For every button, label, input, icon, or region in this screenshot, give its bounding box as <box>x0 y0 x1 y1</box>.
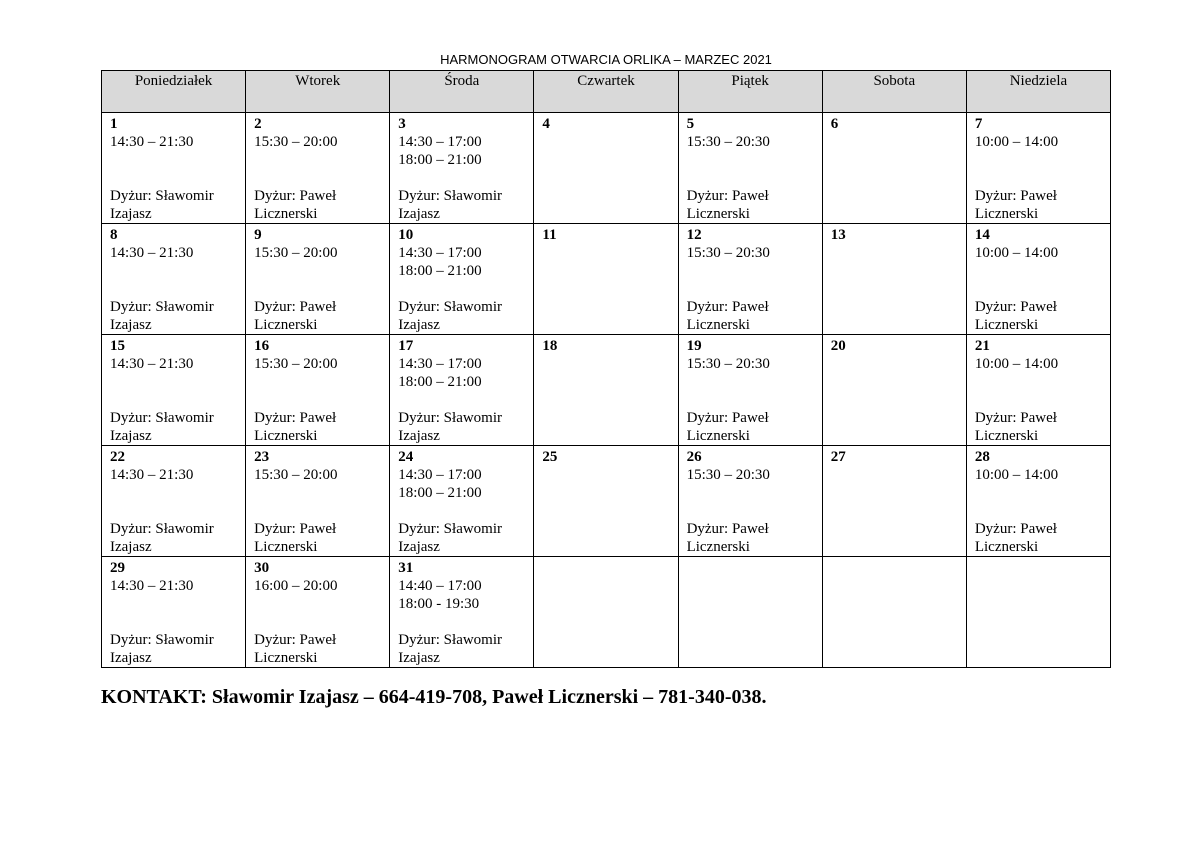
day-cell <box>102 335 246 446</box>
duty-line: Licznerski <box>254 206 318 222</box>
opening-hours <box>110 244 245 280</box>
day-cell-content <box>967 335 1110 445</box>
day-cell-content <box>390 113 533 223</box>
hours-line: 14:30 – 21:30 <box>110 578 194 594</box>
spacer <box>975 280 1110 298</box>
duty-line: Licznerski <box>254 428 318 444</box>
duty-line: Izajasz <box>110 428 152 444</box>
spacer <box>110 169 245 187</box>
day-number: 10 <box>398 227 414 243</box>
day-cell <box>102 557 246 668</box>
spacer <box>975 391 1110 409</box>
day-cell <box>246 224 390 335</box>
day-cell-content <box>823 446 966 466</box>
day-cell-content <box>246 335 389 445</box>
duty-line: Izajasz <box>398 650 440 666</box>
spacer <box>687 169 822 187</box>
duty-line: Izajasz <box>398 317 440 333</box>
spacer <box>254 502 389 520</box>
day-cell <box>822 224 966 335</box>
day-cell <box>534 557 678 668</box>
day-cell-content <box>102 557 245 667</box>
hours-line: 15:30 – 20:00 <box>254 134 338 150</box>
duty-line: Licznerski <box>254 539 318 555</box>
day-cell <box>822 557 966 668</box>
opening-hours <box>110 133 245 169</box>
spacer <box>975 502 1110 520</box>
day-cell-content <box>823 224 966 244</box>
duty-line: Dyżur: Paweł <box>254 632 337 648</box>
spacer <box>254 280 389 298</box>
spacer <box>398 280 533 298</box>
day-cell <box>678 446 822 557</box>
opening-hours <box>254 244 389 280</box>
duty-line: Licznerski <box>686 317 750 333</box>
week-row <box>102 557 1111 668</box>
opening-hours <box>110 355 245 391</box>
day-cell-content <box>534 224 677 244</box>
duty-line: Dyżur: Sławomir <box>110 299 214 315</box>
spacer <box>398 613 533 631</box>
day-cell <box>534 446 678 557</box>
day-number: 9 <box>254 227 262 243</box>
opening-hours <box>975 466 1110 502</box>
spacer <box>110 502 245 520</box>
duty-line: Licznerski <box>686 428 750 444</box>
duty-line: Licznerski <box>974 428 1039 444</box>
day-cell <box>966 224 1110 335</box>
duty-line: Licznerski <box>974 317 1039 333</box>
day-cell <box>678 335 822 446</box>
week-row <box>102 446 1111 557</box>
day-cell-content <box>967 113 1110 223</box>
day-number: 25 <box>542 449 558 465</box>
spacer <box>398 169 533 187</box>
opening-hours <box>975 133 1110 169</box>
day-cell <box>390 557 534 668</box>
day-number: 17 <box>398 338 414 354</box>
day-cell <box>822 446 966 557</box>
spacer <box>687 280 822 298</box>
schedule-table <box>101 70 1111 668</box>
spacer <box>687 391 822 409</box>
day-cell-content <box>534 335 677 355</box>
day-number: 22 <box>110 449 125 465</box>
day-cell <box>678 557 822 668</box>
day-cell <box>390 113 534 224</box>
duty-line: Dyżur: Sławomir <box>398 521 503 537</box>
spacer <box>687 502 822 520</box>
day-number: 8 <box>110 227 118 243</box>
day-cell-content <box>102 446 245 556</box>
opening-hours <box>254 355 389 391</box>
day-cell-content <box>967 224 1110 334</box>
day-cell <box>246 335 390 446</box>
spacer <box>254 391 389 409</box>
spacer <box>254 169 389 187</box>
hours-line: 15:30 – 20:30 <box>686 245 770 261</box>
day-number: 23 <box>254 449 270 465</box>
day-number: 15 <box>110 338 125 354</box>
opening-hours <box>398 133 533 169</box>
duty-line: Dyżur: Paweł <box>686 521 769 537</box>
day-cell-content <box>390 446 533 556</box>
day-number: 18 <box>542 338 558 354</box>
duty-line: Licznerski <box>686 539 750 555</box>
hours-line: 14:30 – 17:00 <box>398 356 482 372</box>
day-number: 4 <box>542 116 550 132</box>
duty-line: Dyżur: Sławomir <box>398 188 503 204</box>
duty-line: Licznerski <box>974 539 1039 555</box>
day-number: 12 <box>686 227 702 243</box>
day-cell <box>534 335 678 446</box>
hours-line: 14:30 – 21:30 <box>110 356 194 372</box>
header-monday: Poniedziałek <box>102 71 246 113</box>
day-cell <box>966 113 1110 224</box>
duty-line: Licznerski <box>974 206 1039 222</box>
opening-hours <box>398 466 533 502</box>
contact-info: KONTAKT: Sławomir Izajasz – 664-419-708, Paweł Licznerski – 781-340-038. <box>101 686 767 708</box>
day-cell <box>246 446 390 557</box>
hours-line: 10:00 – 14:00 <box>974 356 1059 372</box>
hours-line: 14:30 – 21:30 <box>110 467 194 483</box>
hours-line: 10:00 – 14:00 <box>974 467 1059 483</box>
day-number: 19 <box>686 338 702 354</box>
hours-line: 14:30 – 21:30 <box>110 245 194 261</box>
schedule-body <box>102 113 1111 668</box>
duty-line: Licznerski <box>254 317 318 333</box>
duty-line: Licznerski <box>254 650 318 666</box>
spacer <box>110 391 245 409</box>
duty-line: Dyżur: Paweł <box>254 410 337 426</box>
day-cell-content <box>679 113 822 223</box>
opening-hours <box>975 355 1110 391</box>
day-cell-content <box>102 335 245 445</box>
hours-line: 14:30 – 17:00 <box>398 134 482 150</box>
spacer <box>398 502 533 520</box>
day-cell-content <box>823 113 966 133</box>
day-cell <box>534 113 678 224</box>
day-cell-content <box>679 335 822 445</box>
opening-hours <box>110 577 245 613</box>
duty-line: Dyżur: Paweł <box>974 521 1057 537</box>
day-number: 26 <box>686 449 702 465</box>
opening-hours <box>398 355 533 391</box>
duty-line: Dyżur: Paweł <box>974 410 1057 426</box>
day-cell-content <box>102 224 245 334</box>
day-number: 6 <box>830 116 839 132</box>
day-cell <box>678 224 822 335</box>
duty-line: Izajasz <box>398 539 440 555</box>
hours-line: 18:00 – 21:00 <box>398 374 482 390</box>
day-cell <box>102 446 246 557</box>
day-number: 3 <box>398 116 406 132</box>
day-cell <box>390 446 534 557</box>
day-number: 5 <box>686 116 695 132</box>
duty-line: Dyżur: Paweł <box>254 521 337 537</box>
day-cell <box>822 113 966 224</box>
week-row <box>102 335 1111 446</box>
hours-line: 10:00 – 14:00 <box>974 245 1059 261</box>
spacer <box>110 280 245 298</box>
duty-line: Dyżur: Sławomir <box>398 299 503 315</box>
day-cell <box>102 224 246 335</box>
hours-line: 15:30 – 20:30 <box>686 134 770 150</box>
spacer <box>398 391 533 409</box>
day-number: 13 <box>830 227 846 243</box>
header-tuesday: Wtorek <box>246 71 390 113</box>
week-row <box>102 113 1111 224</box>
hours-line: 14:30 – 21:30 <box>110 134 194 150</box>
spacer <box>110 613 245 631</box>
duty-line: Dyżur: Paweł <box>686 299 769 315</box>
day-cell-content <box>390 224 533 334</box>
spacer <box>975 169 1110 187</box>
duty-line: Dyżur: Sławomir <box>398 632 503 648</box>
duty-line: Izajasz <box>398 206 440 222</box>
duty-line: Dyżur: Paweł <box>686 410 769 426</box>
hours-line: 15:30 – 20:00 <box>254 245 338 261</box>
duty-line: Dyżur: Sławomir <box>110 632 214 648</box>
hours-line: 15:30 – 20:00 <box>254 467 338 483</box>
day-number: 31 <box>398 560 414 576</box>
day-cell <box>102 113 246 224</box>
day-cell <box>966 335 1110 446</box>
day-cell <box>966 557 1110 668</box>
opening-hours <box>254 577 389 613</box>
hours-line: 14:30 – 17:00 <box>398 245 482 261</box>
opening-hours <box>975 244 1110 280</box>
hours-line: 15:30 – 20:00 <box>254 356 338 372</box>
duty-line: Dyżur: Sławomir <box>110 188 214 204</box>
day-cell-content <box>534 446 677 466</box>
duty-line: Dyżur: Sławomir <box>398 410 503 426</box>
opening-hours <box>687 244 822 280</box>
day-number: 27 <box>830 449 846 465</box>
opening-hours <box>687 133 822 169</box>
hours-line: 18:00 – 21:00 <box>398 485 482 501</box>
day-number: 7 <box>974 116 983 132</box>
hours-line: 14:40 – 17:00 <box>398 578 482 594</box>
day-cell <box>246 557 390 668</box>
opening-hours <box>687 355 822 391</box>
day-cell-content <box>246 113 389 223</box>
day-number: 30 <box>254 560 270 576</box>
duty-line: Izajasz <box>110 650 152 666</box>
day-cell-content <box>102 113 245 223</box>
day-cell <box>246 113 390 224</box>
day-number: 21 <box>974 338 990 354</box>
page-title: HARMONOGRAM OTWARCIA ORLIKA – MARZEC 2021 <box>440 52 772 67</box>
opening-hours <box>687 466 822 502</box>
day-number: 28 <box>974 449 990 465</box>
day-number: 20 <box>830 338 846 354</box>
day-cell-content <box>246 224 389 334</box>
hours-line: 14:30 – 17:00 <box>398 467 482 483</box>
day-cell <box>534 224 678 335</box>
duty-line: Dyżur: Paweł <box>254 299 337 315</box>
day-cell-content <box>679 224 822 334</box>
day-cell <box>678 113 822 224</box>
hours-line: 16:00 – 20:00 <box>254 578 338 594</box>
day-cell-content <box>390 557 533 667</box>
day-cell-content <box>246 557 389 667</box>
hours-line: 15:30 – 20:30 <box>686 467 770 483</box>
day-cell-content <box>679 446 822 556</box>
day-cell-content <box>823 557 966 559</box>
opening-hours <box>398 244 533 280</box>
hours-line: 10:00 – 14:00 <box>974 134 1059 150</box>
header-saturday: Sobota <box>822 71 966 113</box>
day-cell-content <box>967 446 1110 556</box>
day-number: 24 <box>398 449 414 465</box>
header-row <box>102 71 1111 113</box>
duty-line: Izajasz <box>398 428 440 444</box>
day-number: 1 <box>110 116 118 132</box>
header-friday: Piątek <box>678 71 822 113</box>
opening-hours <box>110 466 245 502</box>
duty-line: Dyżur: Paweł <box>254 188 337 204</box>
duty-line: Izajasz <box>110 539 152 555</box>
day-number: 16 <box>254 338 270 354</box>
duty-line: Dyżur: Paweł <box>974 299 1057 315</box>
duty-line: Dyżur: Sławomir <box>110 521 214 537</box>
day-number: 14 <box>974 227 990 243</box>
day-cell <box>822 335 966 446</box>
day-cell <box>390 335 534 446</box>
header-thursday: Czwartek <box>534 71 678 113</box>
duty-line: Izajasz <box>110 206 152 222</box>
duty-line: Licznerski <box>686 206 750 222</box>
header-sunday: Niedziela <box>966 71 1110 113</box>
opening-hours <box>398 577 533 613</box>
day-cell-content <box>679 557 822 559</box>
day-cell-content <box>534 557 677 559</box>
day-cell-content <box>967 557 1110 559</box>
hours-line: 18:00 – 21:00 <box>398 152 482 168</box>
day-cell-content <box>390 335 533 445</box>
day-cell-content <box>823 335 966 355</box>
week-row <box>102 224 1111 335</box>
duty-line: Izajasz <box>110 317 152 333</box>
day-number: 2 <box>254 116 262 132</box>
hours-line: 18:00 - 19:30 <box>398 596 480 612</box>
hours-line: 15:30 – 20:30 <box>686 356 770 372</box>
opening-hours <box>254 133 389 169</box>
day-number: 29 <box>110 560 125 576</box>
day-cell <box>390 224 534 335</box>
duty-line: Dyżur: Paweł <box>974 188 1057 204</box>
opening-hours <box>254 466 389 502</box>
header-wednesday: Środa <box>390 71 534 113</box>
day-number: 11 <box>542 227 557 243</box>
day-cell-content <box>246 446 389 556</box>
spacer <box>254 613 389 631</box>
duty-line: Dyżur: Sławomir <box>110 410 214 426</box>
day-cell-content <box>534 113 677 133</box>
day-cell <box>966 446 1110 557</box>
duty-line: Dyżur: Paweł <box>686 188 769 204</box>
hours-line: 18:00 – 21:00 <box>398 263 482 279</box>
